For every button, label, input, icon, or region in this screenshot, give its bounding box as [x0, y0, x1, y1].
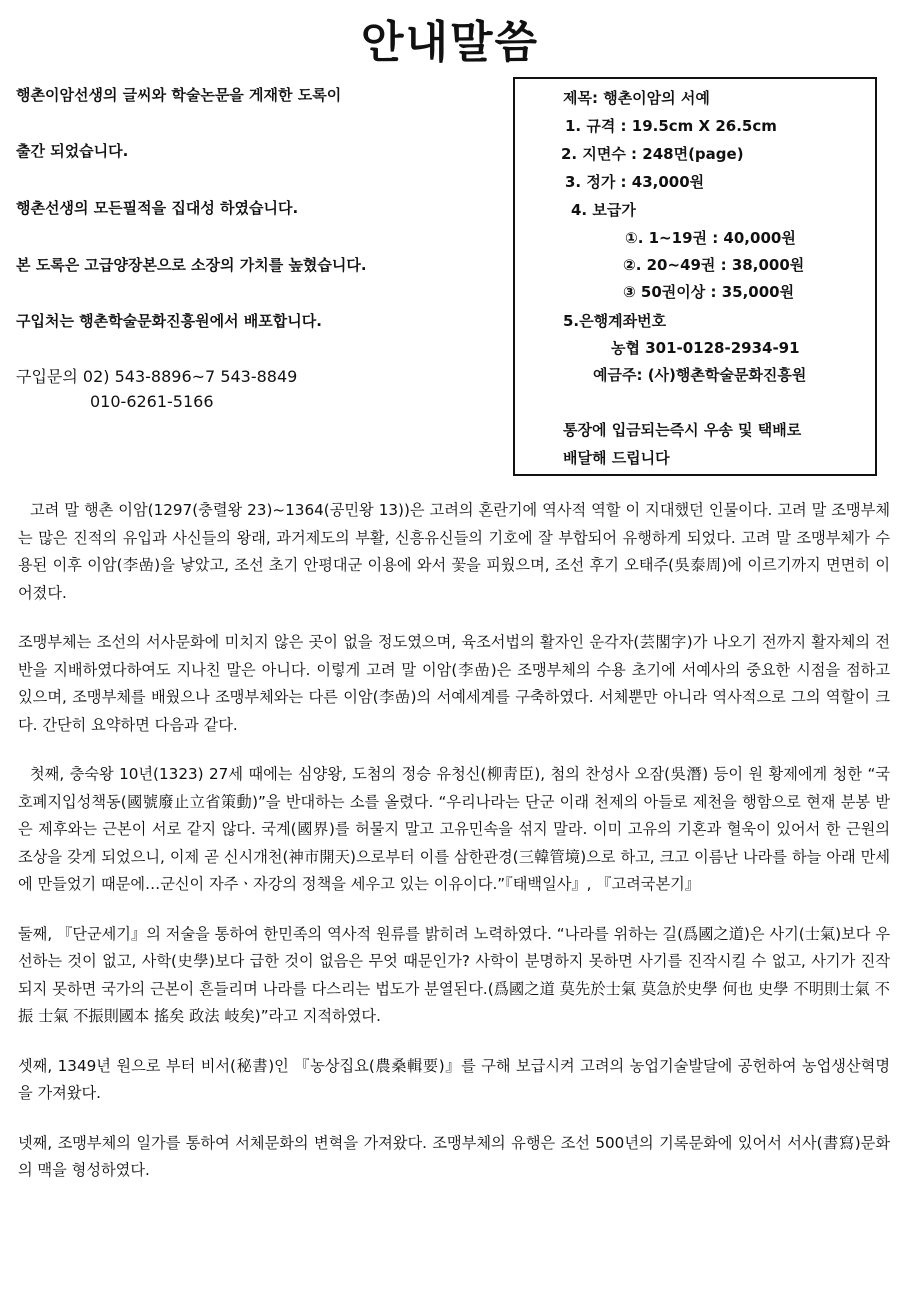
contact-block: [16, 364, 297, 420]
book-price: 3. 정가 : 43,000원: [565, 173, 705, 191]
article-body: [18, 497, 890, 1207]
book-spec: 1. 규격 : 19.5cm X 26.5cm: [565, 117, 777, 135]
intro-line: 본 도록은 고급양장본으로 소장의 가치를 높혔습니다.: [16, 256, 367, 274]
supply-tier: ②. 20~49권 : 38,000원: [623, 256, 805, 274]
intro-line: 행촌선생의 모든필적을 집대성 하였습니다.: [16, 199, 299, 217]
article-paragraph: 둘째, 『단군세기』의 저술을 통하여 한민족의 역사적 원류를 밝히려 노력하였다. “나라를 위하는 길(爲國之道)은 사기(士氣)보다 우선하는 것이 없고, 사학(史學)보다 급한 것이 없음은 무엇 때문인가? 사학이 분명하지 못하면 사기를 진작시킬 수 없고, 사기가 진작되지 못하면 국가의 근본이 흔들리며 나라를 다스리는 법도가 분열된다.(爲國之道 莫先於士氣 莫急於史學 何也 史學 不明則士氣 不振 士氣 不振則國本 搖矣 政法 岐矣)”라고 지적하였다.: [18, 924, 890, 1025]
bank-account: 농협 301-0128-2934-91: [611, 339, 800, 357]
supply-heading: 4. 보급가: [571, 201, 636, 219]
contact-phones: 02) 543-8896~7 543-8849: [82, 367, 298, 386]
contact-mobile: 010-6261-5166: [90, 392, 214, 411]
delivery-note: 배달해 드립니다: [563, 449, 670, 467]
delivery-note: 통장에 입금되는즉시 우송 및 택배로: [563, 421, 802, 439]
book-title: 제목: 행촌이암의 서예: [563, 89, 710, 107]
article-paragraph: 고려 말 행촌 이암(1297(충렬왕 23)~1364(공민왕 13))은 고려의 혼란기에 역사적 역할 이 지대했던 인물이다. 고려 말 조맹부체는 많은 진적의 유입과 사신들의 왕래, 과거제도의 부활, 신흥유신들의 기호에 잘 부합되어 유행하게 되었다. 고려 말 조맹부체가 수용된 이후 이암(李嵒)을 낳았고, 조선 초기 안평대군 이용에 와서 꽃을 피웠으며, 조선 후기 오태주(吳泰周)에 이르기까지 면면히 이어졌다.: [18, 501, 890, 602]
depositor: 예금주: (사)행촌학술문화진흥원: [593, 366, 807, 384]
article-paragraph: 조맹부체는 조선의 서사문화에 미치지 않은 곳이 없을 정도였으며, 육조서법의 활자인 운각자(芸閣字)가 나오기 전까지 활자체의 전반을 지배하였다하여도 지나친 말은 아니다. 이렇게 고려 말 이암(李嵒)은 조맹부체의 수용 초기에 서예사의 중요한 시점을 점하고 있으며, 조맹부체를 배웠으나 조맹부체와는 다른 이암(李嵒)의 서예세계를 구축하였다. 서체뿐만 아니라 역사적으로 그의 역할이 크다. 간단히 요약하면 다음과 같다.: [18, 633, 890, 734]
book-pages: 2. 지면수 : 248면(page): [561, 145, 744, 163]
article-paragraph: 넷째, 조맹부체의 일가를 통하여 서체문화의 변혁을 가져왔다. 조맹부체의 유행은 조선 500년의 기록문화에 있어서 서사(書寫)문화의 맥을 형성하였다.: [18, 1133, 890, 1179]
article-paragraph: 셋째, 1349년 원으로 부터 비서(秘書)인 『농상집요(農桑輯要)』를 구해 보급시켜 고려의 농업기술발달에 공헌하여 농업생산혁명을 가져왔다.: [18, 1056, 890, 1102]
intro-line: 출간 되었습니다.: [16, 142, 129, 160]
page-title: 안내말씀: [360, 17, 539, 68]
intro-line: 행촌이암선생의 글씨와 학술논문을 게재한 도록이: [16, 86, 342, 104]
bank-heading: 5.은행계좌번호: [563, 312, 667, 330]
supply-tier: ③ 50권이상 : 35,000원: [623, 283, 795, 301]
contact-label: 구입문의: [16, 367, 78, 386]
article-paragraph: 첫째, 충숙왕 10년(1323) 27세 때에는 심양왕, 도첨의 정승 유청신(柳靑臣), 첨의 찬성사 오잠(吳潛) 등이 원 황제에게 청한 “국호폐지입성책동(國號廢止立省策動)”을 반대하는 소를 올렸다. “우리나라는 단군 이래 천제의 아들로 제천을 행함으로 현재 분봉 받은 제후와는 근본이 서로 같지 않다. 국계(國界)를 허물지 말고 고유민속을 섞지 말라. 이미 고유의 기혼과 혈욱이 있어서 한 근원의 조상을 갖게 되었으니, 이제 곧 신시개천(神市開天)으로부터 이를 삼한관경(三韓管境)으로 하고, 크고 이름난 나라를 하늘 아래 만세에 만들었기 때문에…군신이 자주ㆍ자강의 정책을 세우고 있는 이유이다.”『태백일사』, 『고려국본기』: [18, 765, 890, 893]
supply-tier: ①. 1~19권 : 40,000원: [625, 229, 796, 247]
book-info-box: [513, 77, 877, 476]
intro-line: 구입처는 행촌학술문화진흥원에서 배포합니다.: [16, 312, 322, 330]
